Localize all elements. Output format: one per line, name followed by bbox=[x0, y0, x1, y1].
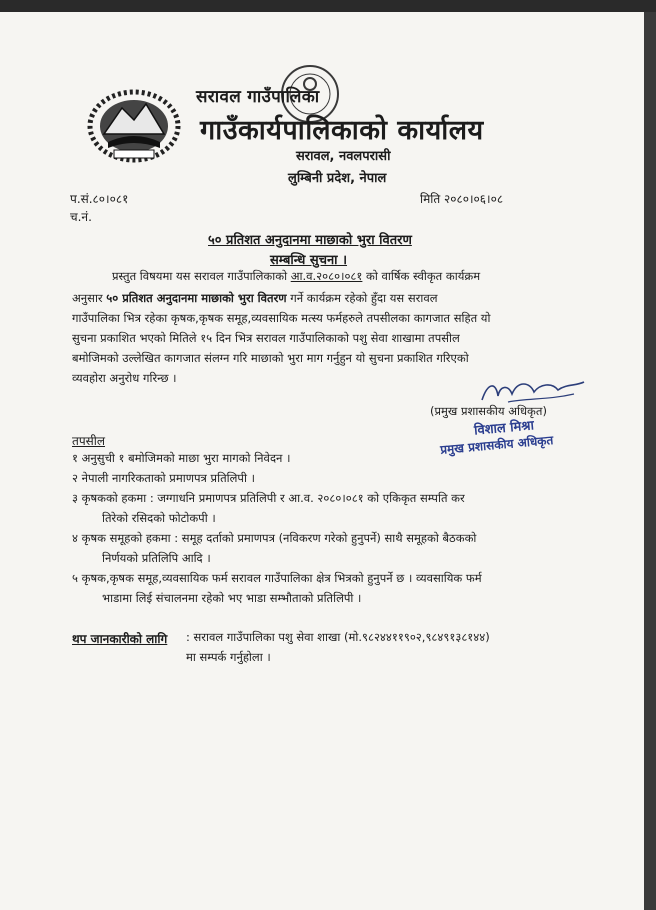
list-item: १ अनुसुची १ बमोजिमको माछा भुरा मागको निवेदन । bbox=[72, 451, 291, 465]
handwritten-signature bbox=[478, 376, 588, 406]
list-item: ४ कृषक समूहको हकमा : समूह दर्ताको प्रमाणपत्र (नविकरण गरेको हुनुपर्ने) साथै समूहको बैठकको bbox=[72, 531, 477, 545]
tapsil-heading: तपसील bbox=[72, 434, 106, 448]
body-paragraph-line: सुचना प्रकाशित भएको मितिले १५ दिन भित्र सरावल गाउँपालिकाको पशु सेवा शाखामा तपसील bbox=[72, 331, 460, 345]
body-paragraph-line: व्यवहोरा अनुरोध गरिन्छ । bbox=[72, 371, 177, 385]
list-item-continued: तिरेको रसिदको फोटोकपी । bbox=[102, 511, 216, 525]
contact-details-continued: मा सम्पर्क गर्नुहोला । bbox=[186, 650, 271, 664]
nepal-emblem-icon bbox=[86, 82, 182, 164]
body-paragraph-line: बमोजिमको उल्लेखित कागजात संलग्न गरि माछाको भुरा माग गर्नुहुन यो सुचना प्रकाशित गरिएको bbox=[72, 351, 469, 365]
body-paragraph-line: अनुसार ५० प्रतिशत अनुदानमा माछाको भुरा वितरण गर्ने कार्यक्रम रहेको हुँदा यस सरावल bbox=[72, 291, 438, 305]
body-paragraph-line: प्रस्तुत विषयमा यस सरावल गाउँपालिकाको आ.व.२०८०।०८१ को वार्षिक स्वीकृत कार्यक्रम bbox=[112, 269, 481, 283]
list-item-continued: निर्णयको प्रतिलिपि आदि । bbox=[102, 551, 211, 565]
address-line-1: सरावल, नवलपरासी bbox=[296, 149, 391, 164]
signatory-role: (प्रमुख प्रशासकीय अधिकृत) bbox=[430, 404, 547, 418]
scan-edge bbox=[644, 12, 656, 910]
list-item: ३ कृषकको हकमा : जग्गाधनि प्रमाणपत्र प्रतिलिपी र आ.व. २०८०।०८१ को एकिकृत सम्पति कर bbox=[72, 491, 465, 505]
address-line-2: लुम्बिनी प्रदेश, नेपाल bbox=[288, 171, 387, 186]
reference-number: प.सं.८०।०८१ bbox=[70, 192, 129, 206]
letter-date: मिति २०८०।०६।०८ bbox=[420, 192, 504, 206]
list-item: २ नेपाली नागरिकताको प्रमाणपत्र प्रतिलिपी । bbox=[72, 471, 255, 485]
subject-line: ५० प्रतिशत अनुदानमा माछाको भुरा वितरण bbox=[208, 233, 412, 248]
signatory-name-stamp: विशाल मिश्रा bbox=[473, 418, 535, 439]
list-item: ५ कृषक,कृषक समूह,व्यवसायिक फर्म सरावल गाउँपालिका क्षेत्र भित्रको हुनुपर्ने छ । व्यवसायिक फर्म bbox=[72, 571, 482, 585]
subject-subline: सम्बन्धि सुचना । bbox=[270, 253, 348, 268]
municipality-name: सरावल गाउँपालिका bbox=[196, 87, 320, 107]
signatory-role-stamp: प्रमुख प्रशासकीय अधिकृत bbox=[439, 433, 554, 457]
contact-label: थप जानकारीको लागि bbox=[72, 632, 168, 646]
contact-details: : सरावल गाउँपालिका पशु सेवा शाखा (मो.९८२४४११९०२,९८४९१३८१४४) bbox=[186, 630, 490, 644]
dispatch-number: च.नं. bbox=[70, 210, 92, 224]
list-item-continued: भाडामा लिई संचालनमा रहेको भए भाडा सम्भौताको प्रतिलिपी । bbox=[102, 591, 362, 605]
body-paragraph-line: गाउँपालिका भित्र रहेका कृषक,कृषक समूह,व्यवसायिक मत्स्य फर्महरुले तपसीलका कागजात सहित यो bbox=[72, 311, 491, 325]
office-title: गाउँकार्यपालिकाको कार्यालय bbox=[200, 115, 484, 146]
